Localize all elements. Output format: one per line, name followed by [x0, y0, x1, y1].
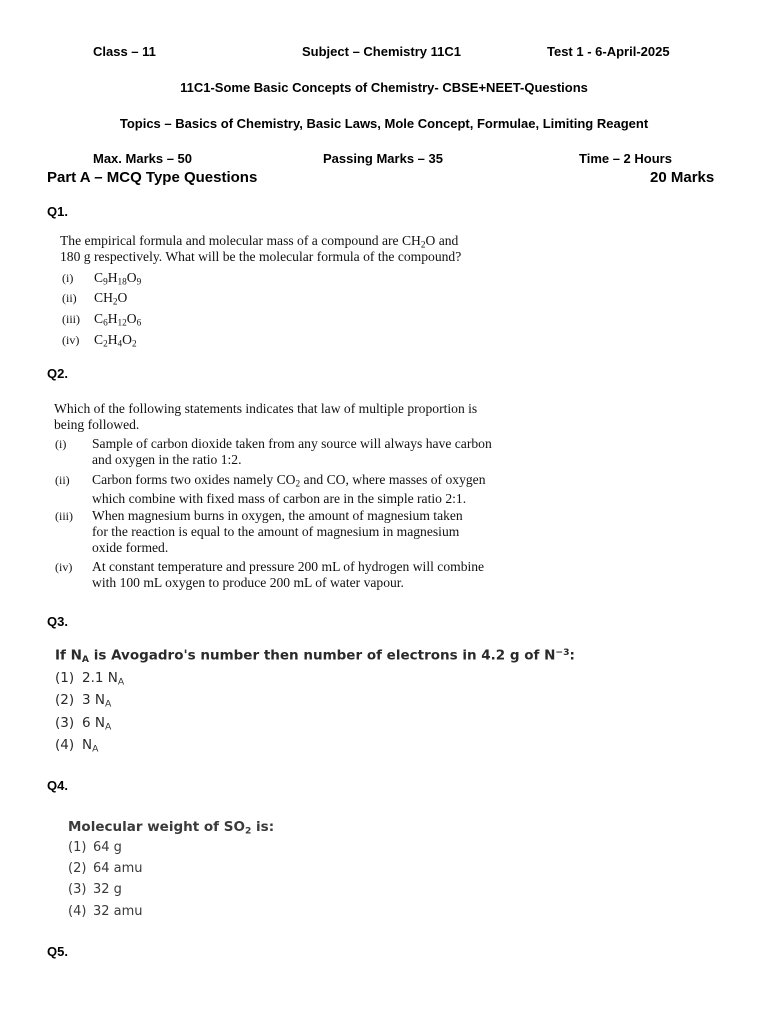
subject-label: Subject – Chemistry 11C1: [302, 44, 461, 59]
q2-stem-line1: Which of the following statements indicates that law of multiple proportion is: [54, 401, 478, 416]
q1-label: Q1.: [47, 204, 68, 219]
q2-label: Q2.: [47, 366, 68, 381]
q4-stem: Molecular weight of $SO_2$ is:: [68, 819, 275, 837]
q4-option[interactable]: (1) 64 g: [68, 840, 122, 855]
q2-stem-line2: being followed.: [54, 417, 140, 432]
time-allowed: Time – 2 Hours: [579, 151, 672, 166]
part-a-marks: 20 Marks: [650, 169, 715, 186]
q3-option[interactable]: (3) 6 $N_A$: [55, 715, 112, 733]
q4-option[interactable]: (2) 64 amu: [68, 861, 143, 876]
q3-label: Q3.: [47, 614, 68, 629]
q1-stem-line1: The empirical formula and molecular mass of a compound are $CH_2O$ and: [60, 233, 459, 250]
test-label: Test 1 - 6-April-2025: [547, 44, 670, 59]
q3-option[interactable]: (1) 2.1 $N_A$: [55, 670, 125, 688]
part-a-title: Part A – MCQ Type Questions: [47, 169, 258, 186]
topics-line: Topics – Basics of Chemistry, Basic Laws, Mole Concept, Formulae, Limiting Reagent: [119, 116, 649, 131]
q1-option[interactable]: (i) $C_9H_{18}O_9$: [62, 270, 142, 287]
class-label: Class – 11: [93, 44, 156, 59]
q4-option[interactable]: (3) 32 g: [68, 882, 122, 897]
q3-option[interactable]: (2) 3 $N_A$: [55, 692, 112, 710]
q1-option[interactable]: (iii) $C_6H_{12}O_6$: [62, 311, 142, 328]
q5-label: Q5.: [47, 944, 68, 959]
q4-option[interactable]: (4) 32 amu: [68, 904, 143, 919]
q4-label: Q4.: [47, 778, 68, 793]
q1-option[interactable]: (iv) $C_2H_4O_2$: [62, 332, 137, 349]
q1-stem-line2: 180 g respectively. What will be the molecular formula of the compound?: [60, 249, 462, 264]
q1-option[interactable]: (ii) $CH_2O$: [62, 290, 128, 307]
max-marks: Max. Marks – 50: [93, 151, 193, 166]
passing-marks: Passing Marks – 35: [323, 151, 443, 166]
q3-stem: If $N_A$ is Avogadro's number then number of electrons in 4.2 g of $N^{-3}$:: [55, 647, 575, 665]
document-title: 11C1-Some Basic Concepts of Chemistry- CBSE+NEET-Questions: [180, 80, 588, 95]
q3-option[interactable]: (4) $N_A$: [55, 737, 99, 755]
